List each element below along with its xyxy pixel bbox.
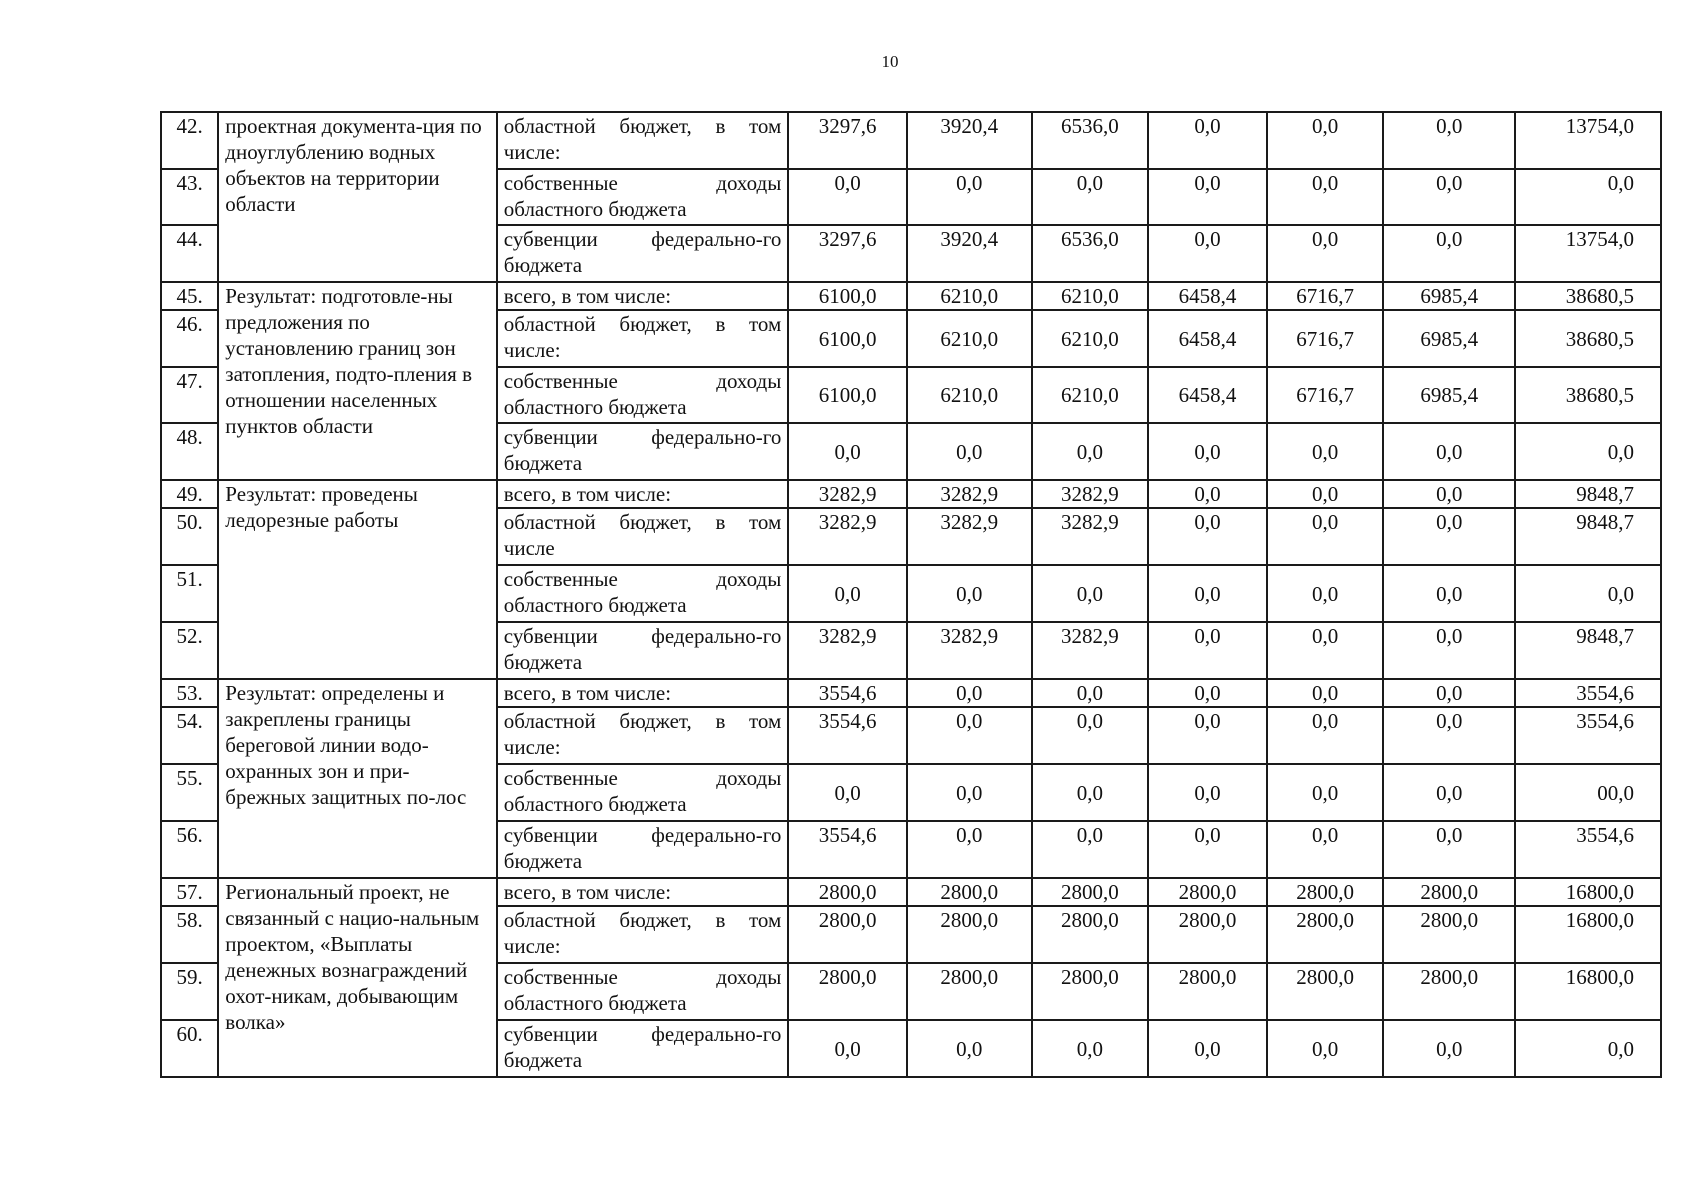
funding-source: собственные доходы областного бюджета bbox=[497, 367, 789, 423]
value-cell: 2800,0 bbox=[1148, 963, 1267, 1020]
value-cell: 0,0 bbox=[1267, 225, 1384, 282]
value-cell: 16800,0 bbox=[1515, 878, 1661, 906]
value-cell: 0,0 bbox=[1383, 508, 1515, 565]
value-cell: 2800,0 bbox=[1032, 963, 1149, 1020]
value-cell: 2800,0 bbox=[907, 963, 1032, 1020]
funding-source: областной бюджет, в том числе: bbox=[497, 906, 789, 963]
value-cell: 2800,0 bbox=[1383, 906, 1515, 963]
value-cell: 0,0 bbox=[1267, 565, 1384, 622]
value-cell: 2800,0 bbox=[1032, 878, 1149, 906]
value-cell: 9848,7 bbox=[1515, 480, 1661, 508]
row-number: 46. bbox=[161, 310, 218, 367]
row-number: 47. bbox=[161, 367, 218, 423]
funding-source: собственные доходы областного бюджета bbox=[497, 169, 789, 225]
value-cell: 6210,0 bbox=[1032, 367, 1149, 423]
value-cell: 2800,0 bbox=[1148, 906, 1267, 963]
funding-source: областной бюджет, в том числе: bbox=[497, 112, 789, 169]
row-number: 52. bbox=[161, 622, 218, 679]
item-description: Результат: подготовле-ны предложения по установлению границ зон затопления, подто-пления в отношении населенных пунктов области bbox=[218, 282, 496, 480]
value-cell: 0,0 bbox=[1032, 764, 1149, 821]
value-cell: 3554,6 bbox=[1515, 707, 1661, 764]
item-description: Региональный проект, не связанный с нацио-нальным проектом, «Выплаты денежных вознаграждений охот-никам, добывающим волка» bbox=[218, 878, 496, 1077]
value-cell: 0,0 bbox=[1267, 508, 1384, 565]
value-cell: 0,0 bbox=[907, 1020, 1032, 1077]
item-description: Результат: определены и закреплены границы береговой линии водо-охранных зон и при-брежных защитных по-лос bbox=[218, 679, 496, 878]
row-number: 55. bbox=[161, 764, 218, 821]
value-cell: 0,0 bbox=[788, 764, 907, 821]
table-row bbox=[161, 480, 1661, 508]
value-cell: 0,0 bbox=[1383, 112, 1515, 169]
funding-source: всего, в том числе: bbox=[497, 282, 789, 310]
value-cell: 0,0 bbox=[1515, 565, 1661, 622]
funding-source: собственные доходы областного бюджета bbox=[497, 565, 789, 622]
value-cell: 38680,5 bbox=[1515, 282, 1661, 310]
value-cell: 0,0 bbox=[907, 679, 1032, 707]
row-number: 53. bbox=[161, 679, 218, 707]
value-cell: 3282,9 bbox=[788, 480, 907, 508]
value-cell: 0,0 bbox=[1148, 508, 1267, 565]
value-cell: 6985,4 bbox=[1383, 282, 1515, 310]
value-cell: 6210,0 bbox=[907, 310, 1032, 367]
page-number: 10 bbox=[881, 52, 899, 71]
value-cell: 0,0 bbox=[1148, 707, 1267, 764]
value-cell: 0,0 bbox=[1267, 1020, 1384, 1077]
funding-source: субвенции федерально-го бюджета bbox=[497, 821, 789, 878]
funding-source: субвенции федерально-го бюджета bbox=[497, 1020, 789, 1077]
value-cell: 6210,0 bbox=[1032, 282, 1149, 310]
row-number: 54. bbox=[161, 707, 218, 764]
value-cell: 0,0 bbox=[1515, 1020, 1661, 1077]
value-cell: 6210,0 bbox=[1032, 310, 1149, 367]
value-cell: 0,0 bbox=[1383, 821, 1515, 878]
value-cell: 0,0 bbox=[1148, 565, 1267, 622]
value-cell: 0,0 bbox=[1267, 480, 1384, 508]
value-cell: 6210,0 bbox=[907, 282, 1032, 310]
value-cell: 0,0 bbox=[1267, 622, 1384, 679]
value-cell: 6210,0 bbox=[907, 367, 1032, 423]
value-cell: 3282,9 bbox=[1032, 480, 1149, 508]
value-cell: 0,0 bbox=[1267, 764, 1384, 821]
row-number: 58. bbox=[161, 906, 218, 963]
value-cell: 3282,9 bbox=[1032, 508, 1149, 565]
value-cell: 0,0 bbox=[1383, 1020, 1515, 1077]
value-cell: 0,0 bbox=[1383, 565, 1515, 622]
value-cell: 9848,7 bbox=[1515, 508, 1661, 565]
value-cell: 38680,5 bbox=[1515, 310, 1661, 367]
value-cell: 0,0 bbox=[1383, 764, 1515, 821]
value-cell: 3282,9 bbox=[907, 622, 1032, 679]
value-cell: 6100,0 bbox=[788, 310, 907, 367]
value-cell: 0,0 bbox=[1148, 423, 1267, 480]
funding-source: областной бюджет, в том числе: bbox=[497, 310, 789, 367]
value-cell: 6536,0 bbox=[1032, 225, 1149, 282]
value-cell: 2800,0 bbox=[1267, 878, 1384, 906]
row-number: 51. bbox=[161, 565, 218, 622]
value-cell: 0,0 bbox=[788, 565, 907, 622]
value-cell: 0,0 bbox=[1383, 480, 1515, 508]
row-number: 42. bbox=[161, 112, 218, 169]
value-cell: 0,0 bbox=[907, 764, 1032, 821]
value-cell: 0,0 bbox=[1383, 707, 1515, 764]
budget-table-body bbox=[161, 112, 1661, 1077]
value-cell: 0,0 bbox=[1383, 225, 1515, 282]
value-cell: 0,0 bbox=[1148, 480, 1267, 508]
value-cell: 2800,0 bbox=[1383, 878, 1515, 906]
value-cell: 2800,0 bbox=[1383, 963, 1515, 1020]
value-cell: 6458,4 bbox=[1148, 367, 1267, 423]
value-cell: 2800,0 bbox=[788, 878, 907, 906]
row-number: 56. bbox=[161, 821, 218, 878]
value-cell: 0,0 bbox=[1148, 169, 1267, 225]
value-cell: 3282,9 bbox=[907, 508, 1032, 565]
value-cell: 0,0 bbox=[1032, 679, 1149, 707]
value-cell: 38680,5 bbox=[1515, 367, 1661, 423]
value-cell: 0,0 bbox=[1148, 622, 1267, 679]
row-number: 59. bbox=[161, 963, 218, 1020]
value-cell: 2800,0 bbox=[1148, 878, 1267, 906]
value-cell: 0,0 bbox=[1032, 1020, 1149, 1077]
row-number: 57. bbox=[161, 878, 218, 906]
value-cell: 00,0 bbox=[1515, 764, 1661, 821]
value-cell: 0,0 bbox=[1383, 622, 1515, 679]
value-cell: 6716,7 bbox=[1267, 310, 1384, 367]
row-number: 50. bbox=[161, 508, 218, 565]
value-cell: 0,0 bbox=[1032, 423, 1149, 480]
value-cell: 2800,0 bbox=[1267, 906, 1384, 963]
value-cell: 6536,0 bbox=[1032, 112, 1149, 169]
value-cell: 13754,0 bbox=[1515, 112, 1661, 169]
funding-source: всего, в том числе: bbox=[497, 480, 789, 508]
funding-source: субвенции федерально-го бюджета bbox=[497, 622, 789, 679]
table-row bbox=[161, 112, 1661, 169]
value-cell: 6100,0 bbox=[788, 282, 907, 310]
value-cell: 3554,6 bbox=[1515, 821, 1661, 878]
value-cell: 6458,4 bbox=[1148, 310, 1267, 367]
funding-source: всего, в том числе: bbox=[497, 679, 789, 707]
value-cell: 6985,4 bbox=[1383, 367, 1515, 423]
value-cell: 0,0 bbox=[1267, 169, 1384, 225]
value-cell: 2800,0 bbox=[1267, 963, 1384, 1020]
value-cell: 0,0 bbox=[907, 169, 1032, 225]
funding-source: областной бюджет, в том числе: bbox=[497, 707, 789, 764]
value-cell: 3282,9 bbox=[1032, 622, 1149, 679]
value-cell: 0,0 bbox=[1032, 821, 1149, 878]
value-cell: 0,0 bbox=[1148, 225, 1267, 282]
funding-source: собственные доходы областного бюджета bbox=[497, 764, 789, 821]
value-cell: 0,0 bbox=[1515, 423, 1661, 480]
table-row bbox=[161, 679, 1661, 707]
funding-source: собственные доходы областного бюджета bbox=[497, 963, 789, 1020]
value-cell: 3920,4 bbox=[907, 112, 1032, 169]
value-cell: 6100,0 bbox=[788, 367, 907, 423]
value-cell: 0,0 bbox=[1383, 169, 1515, 225]
value-cell: 6458,4 bbox=[1148, 282, 1267, 310]
item-description: Результат: проведены ледорезные работы bbox=[218, 480, 496, 679]
value-cell: 2800,0 bbox=[907, 878, 1032, 906]
value-cell: 0,0 bbox=[1032, 707, 1149, 764]
value-cell: 0,0 bbox=[788, 169, 907, 225]
value-cell: 2800,0 bbox=[907, 906, 1032, 963]
value-cell: 0,0 bbox=[788, 1020, 907, 1077]
row-number: 43. bbox=[161, 169, 218, 225]
value-cell: 0,0 bbox=[1148, 764, 1267, 821]
value-cell: 3282,9 bbox=[788, 622, 907, 679]
value-cell: 9848,7 bbox=[1515, 622, 1661, 679]
item-description: проектная документа-ция по дноуглублению водных объектов на территории области bbox=[218, 112, 496, 282]
value-cell: 0,0 bbox=[907, 565, 1032, 622]
value-cell: 0,0 bbox=[1267, 423, 1384, 480]
value-cell: 3554,6 bbox=[788, 707, 907, 764]
row-number: 44. bbox=[161, 225, 218, 282]
funding-source: всего, в том числе: bbox=[497, 878, 789, 906]
value-cell: 3920,4 bbox=[907, 225, 1032, 282]
value-cell: 0,0 bbox=[1267, 679, 1384, 707]
value-cell: 3282,9 bbox=[788, 508, 907, 565]
value-cell: 16800,0 bbox=[1515, 906, 1661, 963]
value-cell: 2800,0 bbox=[788, 906, 907, 963]
value-cell: 6985,4 bbox=[1383, 310, 1515, 367]
row-number: 49. bbox=[161, 480, 218, 508]
funding-source: субвенции федерально-го бюджета bbox=[497, 225, 789, 282]
funding-source: областной бюджет, в том числе bbox=[497, 508, 789, 565]
value-cell: 3282,9 bbox=[907, 480, 1032, 508]
value-cell: 13754,0 bbox=[1515, 225, 1661, 282]
value-cell: 2800,0 bbox=[1032, 906, 1149, 963]
value-cell: 0,0 bbox=[1383, 423, 1515, 480]
table-row bbox=[161, 282, 1661, 310]
value-cell: 6716,7 bbox=[1267, 367, 1384, 423]
value-cell: 0,0 bbox=[1148, 1020, 1267, 1077]
row-number: 60. bbox=[161, 1020, 218, 1077]
value-cell: 0,0 bbox=[1267, 821, 1384, 878]
value-cell: 0,0 bbox=[1148, 679, 1267, 707]
value-cell: 3297,6 bbox=[788, 225, 907, 282]
value-cell: 3554,6 bbox=[788, 821, 907, 878]
value-cell: 6716,7 bbox=[1267, 282, 1384, 310]
value-cell: 0,0 bbox=[1148, 821, 1267, 878]
value-cell: 0,0 bbox=[1383, 679, 1515, 707]
value-cell: 0,0 bbox=[1267, 707, 1384, 764]
value-cell: 2800,0 bbox=[788, 963, 907, 1020]
value-cell: 0,0 bbox=[1032, 169, 1149, 225]
value-cell: 0,0 bbox=[1267, 112, 1384, 169]
value-cell: 0,0 bbox=[907, 821, 1032, 878]
row-number: 48. bbox=[161, 423, 218, 480]
value-cell: 0,0 bbox=[907, 707, 1032, 764]
value-cell: 3297,6 bbox=[788, 112, 907, 169]
value-cell: 0,0 bbox=[1148, 112, 1267, 169]
value-cell: 0,0 bbox=[788, 423, 907, 480]
value-cell: 3554,6 bbox=[1515, 679, 1661, 707]
value-cell: 0,0 bbox=[1032, 565, 1149, 622]
value-cell: 3554,6 bbox=[788, 679, 907, 707]
value-cell: 16800,0 bbox=[1515, 963, 1661, 1020]
value-cell: 0,0 bbox=[1515, 169, 1661, 225]
funding-source: субвенции федерально-го бюджета bbox=[497, 423, 789, 480]
row-number: 45. bbox=[161, 282, 218, 310]
budget-table bbox=[160, 111, 1662, 1078]
value-cell: 0,0 bbox=[907, 423, 1032, 480]
table-row bbox=[161, 878, 1661, 906]
